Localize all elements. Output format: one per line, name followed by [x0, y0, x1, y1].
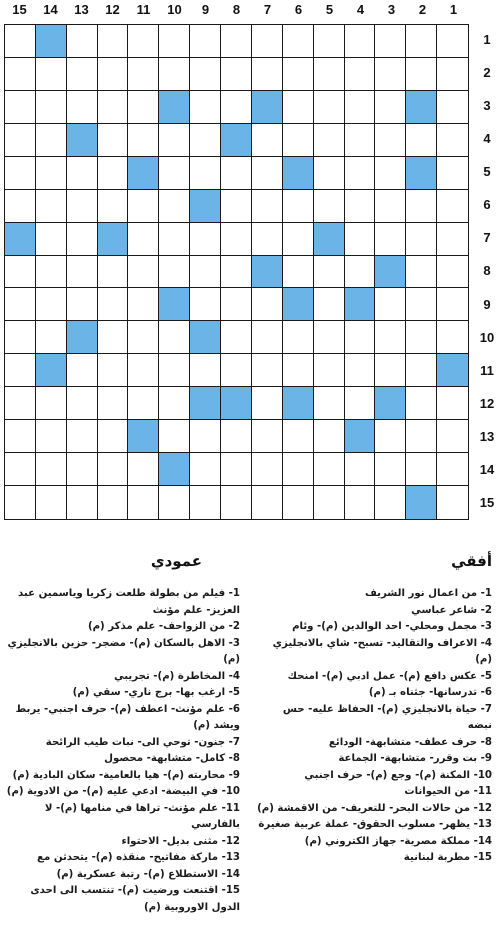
answer-cell[interactable]	[345, 58, 376, 91]
answer-cell[interactable]	[345, 453, 376, 486]
across-clue: 1- من اعمال نور الشريف	[365, 588, 492, 599]
answer-cell[interactable]	[437, 387, 468, 420]
answer-cell[interactable]	[98, 190, 129, 223]
across-clue: 3- مجمل ومحلي- احد الوالدين (م)- وئام	[292, 621, 492, 632]
answer-cell[interactable]	[221, 288, 252, 321]
across-clue: 8- حرف عطف- متشابهة- الودائع	[328, 736, 492, 748]
answer-cell[interactable]	[375, 91, 406, 124]
answer-cell[interactable]	[283, 486, 314, 519]
answer-cell[interactable]	[406, 453, 437, 486]
row-number: 14	[479, 461, 495, 477]
down-clue: 12- مثنى بديل- الاحتواء	[121, 835, 240, 847]
answer-cell[interactable]	[345, 387, 376, 420]
down-clue-list	[4, 586, 240, 916]
answer-cell[interactable]	[406, 288, 437, 321]
shaded-cell	[159, 288, 190, 321]
answer-cell[interactable]	[190, 25, 221, 58]
answer-cell[interactable]	[283, 256, 314, 289]
answer-cell[interactable]	[36, 288, 67, 321]
answer-cell[interactable]	[314, 354, 345, 387]
answer-cell[interactable]	[314, 91, 345, 124]
column-number: 5	[325, 2, 334, 17]
answer-cell[interactable]	[252, 157, 283, 190]
answer-cell[interactable]	[128, 354, 159, 387]
row-number: 8	[483, 263, 491, 279]
answer-cell[interactable]	[5, 486, 36, 519]
down-clue: 9- محاربته (م)- هيا بالعامية- سكان البادية (م)	[12, 769, 240, 781]
answer-cell[interactable]	[36, 190, 67, 223]
answer-cell[interactable]	[98, 453, 129, 486]
answer-cell[interactable]	[159, 223, 190, 256]
answer-cell[interactable]	[98, 288, 129, 321]
answer-cell[interactable]	[190, 453, 221, 486]
answer-cell[interactable]	[437, 190, 468, 223]
answer-cell[interactable]	[252, 25, 283, 58]
answer-cell[interactable]	[252, 420, 283, 453]
shaded-cell	[252, 91, 283, 124]
answer-cell[interactable]	[221, 91, 252, 124]
answer-cell[interactable]	[345, 25, 376, 58]
column-number: 7	[263, 2, 272, 17]
across-clue: 9- بت وقرر- متشابهة- الجماعة	[338, 753, 492, 764]
answer-cell[interactable]	[190, 124, 221, 157]
answer-cell[interactable]	[159, 486, 190, 519]
answer-cell[interactable]	[406, 25, 437, 58]
answer-cell[interactable]	[190, 157, 221, 190]
column-number: 13	[74, 2, 89, 17]
answer-cell[interactable]	[283, 124, 314, 157]
shaded-cell	[375, 256, 406, 289]
answer-cell[interactable]	[67, 223, 98, 256]
row-number: 4	[483, 131, 491, 147]
row-number: 3	[483, 98, 491, 114]
answer-cell[interactable]	[67, 91, 98, 124]
row-number: 11	[480, 362, 494, 378]
across-clue: 2- شاعر عباسي	[411, 604, 492, 616]
answer-cell[interactable]	[252, 453, 283, 486]
answer-cell[interactable]	[67, 288, 98, 321]
crossword-board	[4, 0, 496, 540]
answer-cell[interactable]	[5, 288, 36, 321]
answer-cell[interactable]	[283, 25, 314, 58]
answer-cell[interactable]	[36, 486, 67, 519]
answer-cell[interactable]	[375, 223, 406, 256]
across-clue: 11- من الحيوانات	[404, 786, 492, 797]
answer-cell[interactable]	[128, 453, 159, 486]
column-number: 15	[12, 2, 27, 17]
answer-cell[interactable]	[437, 25, 468, 58]
across-clue: 5- عكس دافع (م)- عمل ادبي (م)- امنحك	[287, 670, 492, 682]
answer-cell[interactable]	[437, 91, 468, 124]
answer-cell[interactable]	[36, 321, 67, 354]
answer-cell[interactable]	[375, 25, 406, 58]
answer-cell[interactable]	[67, 453, 98, 486]
across-clue: 13- يظهر- مسلوب الحقوق- عملة عربية صغيرة	[258, 819, 492, 830]
answer-cell[interactable]	[159, 387, 190, 420]
answer-cell[interactable]	[283, 58, 314, 91]
answer-cell[interactable]	[345, 223, 376, 256]
answer-cell[interactable]	[406, 420, 437, 453]
shaded-cell	[128, 420, 159, 453]
answer-cell[interactable]	[283, 91, 314, 124]
answer-cell[interactable]	[314, 453, 345, 486]
column-number: 14	[43, 2, 58, 17]
shaded-cell	[283, 387, 314, 420]
answer-cell[interactable]	[283, 223, 314, 256]
down-heading: عمودي	[150, 552, 202, 570]
shaded-cell	[283, 157, 314, 190]
column-number: 2	[418, 2, 427, 17]
answer-cell[interactable]	[437, 486, 468, 519]
answer-cell[interactable]	[252, 223, 283, 256]
down-clue: 1- فيلم من بطولة طلعت زكريا وياسمين عبد العزيز- علم مؤنث	[18, 588, 240, 616]
answer-cell[interactable]	[375, 190, 406, 223]
answer-cell[interactable]	[437, 288, 468, 321]
answer-cell[interactable]	[36, 453, 67, 486]
answer-cell[interactable]	[67, 486, 98, 519]
answer-cell[interactable]	[375, 288, 406, 321]
answer-cell[interactable]	[159, 321, 190, 354]
row-number: 15	[479, 494, 495, 510]
answer-cell[interactable]	[190, 486, 221, 519]
answer-cell[interactable]	[283, 190, 314, 223]
answer-cell[interactable]	[314, 256, 345, 289]
across-clue-list	[256, 586, 492, 867]
answer-cell[interactable]	[98, 354, 129, 387]
down-clues	[4, 552, 240, 916]
answer-cell[interactable]	[128, 288, 159, 321]
answer-cell[interactable]	[5, 25, 36, 58]
answer-cell[interactable]	[5, 321, 36, 354]
answer-cell[interactable]	[345, 157, 376, 190]
answer-cell[interactable]	[36, 157, 67, 190]
shaded-cell	[314, 223, 345, 256]
answer-cell[interactable]	[98, 157, 129, 190]
answer-cell[interactable]	[5, 453, 36, 486]
column-number: 8	[232, 2, 241, 17]
shaded-cell	[345, 420, 376, 453]
answer-cell[interactable]	[283, 354, 314, 387]
shaded-cell	[345, 288, 376, 321]
shaded-cell	[98, 223, 129, 256]
column-number: 10	[167, 2, 182, 17]
row-number: 10	[479, 329, 495, 345]
answer-cell[interactable]	[345, 354, 376, 387]
crossword-grid	[4, 24, 469, 520]
shaded-cell	[159, 91, 190, 124]
answer-cell[interactable]	[190, 354, 221, 387]
answer-cell[interactable]	[252, 124, 283, 157]
shaded-cell	[252, 256, 283, 289]
answer-cell[interactable]	[190, 223, 221, 256]
answer-cell[interactable]	[406, 190, 437, 223]
down-clue: 4- المخاطرة (م)- تجريبي	[113, 670, 240, 682]
row-number: 13	[479, 428, 495, 444]
answer-cell[interactable]	[314, 25, 345, 58]
shaded-cell	[159, 453, 190, 486]
row-number: 6	[483, 197, 491, 213]
across-clue: 6- تدرسانها- جثناه بـ (م)	[368, 687, 492, 698]
across-clue: 12- من حالات البحر- للتعريف- من الاقمشة (م)	[257, 802, 492, 814]
answer-cell[interactable]	[98, 124, 129, 157]
answer-cell[interactable]	[159, 190, 190, 223]
answer-cell[interactable]	[283, 321, 314, 354]
answer-cell[interactable]	[375, 58, 406, 91]
answer-cell[interactable]	[345, 321, 376, 354]
answer-cell[interactable]	[190, 288, 221, 321]
column-number: 4	[356, 2, 365, 17]
answer-cell[interactable]	[221, 420, 252, 453]
down-clue: 14- الاستطلاع (م)- رتبة عسكرية (م)	[56, 868, 240, 880]
answer-cell[interactable]	[221, 190, 252, 223]
answer-cell[interactable]	[5, 91, 36, 124]
shaded-cell	[221, 387, 252, 420]
answer-cell[interactable]	[159, 354, 190, 387]
answer-cell[interactable]	[314, 190, 345, 223]
answer-cell[interactable]	[406, 321, 437, 354]
answer-cell[interactable]	[5, 420, 36, 453]
answer-cell[interactable]	[375, 321, 406, 354]
answer-cell[interactable]	[5, 58, 36, 91]
answer-cell[interactable]	[36, 223, 67, 256]
down-clue: 8- كامل- متشابهة- محصول	[104, 753, 240, 764]
row-number: 7	[483, 230, 491, 246]
answer-cell[interactable]	[98, 25, 129, 58]
answer-cell[interactable]	[375, 354, 406, 387]
answer-cell[interactable]	[128, 387, 159, 420]
answer-cell[interactable]	[314, 321, 345, 354]
column-number: 9	[201, 2, 210, 17]
answer-cell[interactable]	[36, 420, 67, 453]
answer-cell[interactable]	[375, 157, 406, 190]
answer-cell[interactable]	[159, 420, 190, 453]
down-clue: 13- ماركة مفاتيح- منقذه (م)- يتحدثن مع	[37, 852, 240, 863]
answer-cell[interactable]	[36, 124, 67, 157]
answer-cell[interactable]	[314, 124, 345, 157]
shaded-cell	[406, 91, 437, 124]
answer-cell[interactable]	[67, 354, 98, 387]
answer-cell[interactable]	[406, 354, 437, 387]
answer-cell[interactable]	[98, 91, 129, 124]
answer-cell[interactable]	[128, 223, 159, 256]
row-number: 2	[483, 65, 491, 81]
answer-cell[interactable]	[437, 124, 468, 157]
answer-cell[interactable]	[67, 157, 98, 190]
shaded-cell	[67, 124, 98, 157]
answer-cell[interactable]	[5, 387, 36, 420]
answer-cell[interactable]	[314, 486, 345, 519]
answer-cell[interactable]	[5, 354, 36, 387]
shaded-cell	[190, 190, 221, 223]
answer-cell[interactable]	[375, 486, 406, 519]
answer-cell[interactable]	[252, 387, 283, 420]
answer-cell[interactable]	[345, 91, 376, 124]
down-clue: 7- جنون- توحي الى- نبات طيب الرائحة	[45, 736, 240, 748]
answer-cell[interactable]	[36, 91, 67, 124]
answer-cell[interactable]	[221, 321, 252, 354]
answer-cell[interactable]	[252, 354, 283, 387]
column-number: 6	[294, 2, 303, 17]
column-number: 11	[136, 2, 151, 17]
answer-cell[interactable]	[314, 157, 345, 190]
answer-cell[interactable]	[190, 58, 221, 91]
answer-cell[interactable]	[159, 124, 190, 157]
down-clue: 15- اقتنعت ورضيت (م)- تنتسب الى احدى الدول الاوروبية (م)	[30, 885, 240, 913]
answer-cell[interactable]	[283, 453, 314, 486]
down-clue: 10- في البيضة- ادعي عليه (م)- من الادوية (م)	[6, 786, 240, 797]
answer-cell[interactable]	[128, 190, 159, 223]
answer-cell[interactable]	[406, 223, 437, 256]
row-number: 9	[483, 296, 491, 312]
across-clue: 4- الاعراف والتقاليد- تسبح- شاي بالانجليزي (م)	[272, 637, 492, 665]
down-clue: 2- من الزواحف- علم مذكر (م)	[87, 621, 240, 632]
answer-cell[interactable]	[345, 124, 376, 157]
answer-cell[interactable]	[345, 486, 376, 519]
answer-cell[interactable]	[98, 256, 129, 289]
answer-cell[interactable]	[67, 58, 98, 91]
answer-cell[interactable]	[128, 256, 159, 289]
down-clue: 11- علم مؤنث- تراها في منامها (م)- لا بالفارسي	[44, 802, 240, 830]
row-number: 1	[483, 32, 491, 47]
answer-cell[interactable]	[36, 387, 67, 420]
answer-cell[interactable]	[67, 420, 98, 453]
answer-cell[interactable]	[221, 58, 252, 91]
column-number: 3	[387, 2, 396, 17]
answer-cell[interactable]	[375, 124, 406, 157]
answer-cell[interactable]	[221, 453, 252, 486]
answer-cell[interactable]	[98, 387, 129, 420]
shaded-cell	[67, 321, 98, 354]
answer-cell[interactable]	[128, 486, 159, 519]
answer-cell[interactable]	[437, 321, 468, 354]
answer-cell[interactable]	[67, 190, 98, 223]
across-clue: 10- المكنة (م)- وجع (م)- حرف اجنبي	[304, 769, 492, 781]
answer-cell[interactable]	[67, 25, 98, 58]
down-clue: 5- ارغب بها- برج ناري- سقي (م)	[72, 687, 240, 698]
answer-cell[interactable]	[283, 420, 314, 453]
shaded-cell	[437, 354, 468, 387]
answer-cell[interactable]	[5, 157, 36, 190]
answer-cell[interactable]	[252, 288, 283, 321]
answer-cell[interactable]	[221, 25, 252, 58]
across-clues	[256, 552, 492, 867]
answer-cell[interactable]	[252, 321, 283, 354]
answer-cell[interactable]	[190, 91, 221, 124]
answer-cell[interactable]	[375, 453, 406, 486]
answer-cell[interactable]	[98, 486, 129, 519]
answer-cell[interactable]	[221, 157, 252, 190]
column-number: 12	[105, 2, 120, 17]
shaded-cell	[190, 321, 221, 354]
answer-cell[interactable]	[406, 256, 437, 289]
answer-cell[interactable]	[5, 190, 36, 223]
answer-cell[interactable]	[345, 256, 376, 289]
answer-cell[interactable]	[190, 256, 221, 289]
shaded-cell	[190, 387, 221, 420]
answer-cell[interactable]	[221, 256, 252, 289]
answer-cell[interactable]	[67, 256, 98, 289]
answer-cell[interactable]	[67, 387, 98, 420]
answer-cell[interactable]	[5, 256, 36, 289]
shaded-cell	[406, 486, 437, 519]
answer-cell[interactable]	[221, 486, 252, 519]
answer-cell[interactable]	[221, 223, 252, 256]
shaded-cell	[221, 124, 252, 157]
answer-cell[interactable]	[159, 157, 190, 190]
answer-cell[interactable]	[128, 25, 159, 58]
shaded-cell	[5, 223, 36, 256]
answer-cell[interactable]	[437, 58, 468, 91]
answer-cell[interactable]	[437, 223, 468, 256]
shaded-cell	[283, 288, 314, 321]
answer-cell[interactable]	[36, 58, 67, 91]
answer-cell[interactable]	[128, 124, 159, 157]
answer-cell[interactable]	[128, 321, 159, 354]
answer-cell[interactable]	[221, 354, 252, 387]
answer-cell[interactable]	[159, 58, 190, 91]
answer-cell[interactable]	[345, 190, 376, 223]
shaded-cell	[375, 387, 406, 420]
shaded-cell	[36, 25, 67, 58]
column-number: 1	[449, 2, 458, 17]
answer-cell[interactable]	[159, 25, 190, 58]
answer-cell[interactable]	[252, 486, 283, 519]
down-clue: 3- الاهل بالسكان (م)- مضجر- حزين بالانجليزي (م)	[7, 637, 240, 665]
shaded-cell	[128, 157, 159, 190]
answer-cell[interactable]	[159, 256, 190, 289]
across-clue: 15- مطربة لبنانية	[403, 852, 492, 863]
answer-cell[interactable]	[128, 58, 159, 91]
answer-cell[interactable]	[437, 420, 468, 453]
answer-cell[interactable]	[36, 256, 67, 289]
answer-cell[interactable]	[98, 321, 129, 354]
answer-cell[interactable]	[437, 453, 468, 486]
answer-cell[interactable]	[5, 124, 36, 157]
row-number: 5	[483, 164, 491, 180]
answer-cell[interactable]	[437, 157, 468, 190]
answer-cell[interactable]	[252, 58, 283, 91]
answer-cell[interactable]	[406, 387, 437, 420]
answer-cell[interactable]	[406, 124, 437, 157]
answer-cell[interactable]	[128, 91, 159, 124]
answer-cell[interactable]	[314, 387, 345, 420]
answer-cell[interactable]	[437, 256, 468, 289]
row-number: 12	[479, 395, 495, 411]
answer-cell[interactable]	[314, 288, 345, 321]
across-clue: 14- مملكة مصرية- جهاز الكتروني (م)	[304, 835, 492, 847]
answer-cell[interactable]	[375, 420, 406, 453]
answer-cell[interactable]	[190, 420, 221, 453]
answer-cell[interactable]	[314, 420, 345, 453]
shaded-cell	[36, 354, 67, 387]
across-heading: أفقي	[451, 552, 492, 570]
answer-cell[interactable]	[252, 190, 283, 223]
across-clue: 7- حياة بالانجليزي (م)- الحفاظ عليه- حس نبضه	[282, 703, 492, 731]
answer-cell[interactable]	[314, 58, 345, 91]
down-clue: 6- علم مؤنث- اعطف (م)- حرف اجنبي- يربط ويشد (م)	[15, 703, 240, 731]
answer-cell[interactable]	[406, 58, 437, 91]
answer-cell[interactable]	[98, 420, 129, 453]
answer-cell[interactable]	[98, 58, 129, 91]
shaded-cell	[406, 157, 437, 190]
